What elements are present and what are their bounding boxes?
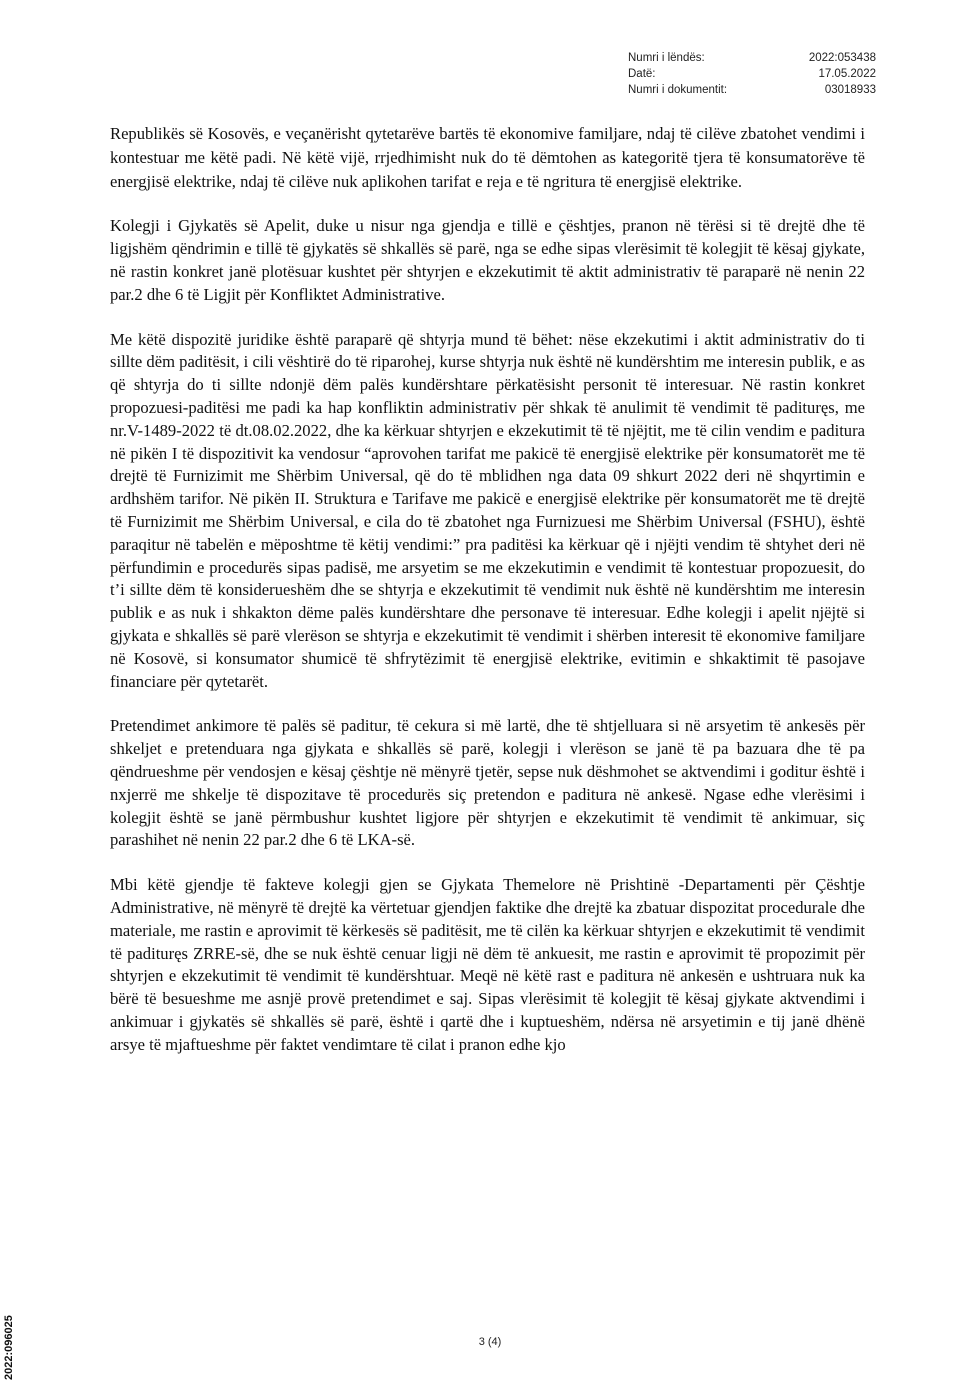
case-number-label: Numri i lëndës:	[628, 52, 705, 64]
document-body	[110, 122, 865, 1078]
document-number-row	[628, 82, 876, 98]
document-header-meta	[628, 50, 876, 98]
paragraph: Mbi këtë gjendje të fakteve kolegji gjen se Gjykata Themelore në Prishtinë -Departamenti për Çështje Administrative, në mënyrë të drejtë ka vërtetuar gjendjen faktike dhe drejtë ka zbatuar dispozitat procedurale dhe materiale, me rastin e aprovimit të kërkesës së paditësit, me të cilën ka kërkuar shtyrjen e ekzekutimit të vendimit të padituręs ZRRE-së, dhe se nuk është cenuar ligji në dëm të ankuesit, me rastin e aprovimit të propozimit për shtyrjen e ekzekutimit të vendimit të kundërshtuar. Meqë në këtë rast e paditura në ankesën e ushtruara nuk ka bërë të besueshme me asnjë provë pretendimet e saj. Sipas vlerësimit të kolegjit të kësaj gjykate aktvendimi i ankimuar i gjykatës së shkallës së parë, është i qartë dhe i kuptueshëm, ndërsa në arsyetimin e tij janë dhënë arsye të mjaftueshme për faktet vendimtare të cilat i pranon edhe kjo	[110, 875, 865, 1054]
paragraph: Me këtë dispozitë juridike është paraparë që shtyrja mund të bëhet: nëse ekzekutimi i aktit administrativ do ti sillte dëm paditësit, i cili vështirë do të riparohej, kurse shtyrja nuk është në kundërshtim me interesin publik, e as që shtyrja do ti sillte ndonjë dëm palës kundërshtare përkatësisht personit të interesuar. Në rastin konkret propozuesi-paditësi me padi ka hap konfliktin administrativ për shkak të anulimit të vendimit të padituręs, me nr.V-1489-2022 të dt.08.02.2022, dhe ka kërkuar shtyrjen e ekzekutimit të të njëjtit, me të cilin vendim e paditura në pikën I të dispozitivit ka vendosur “aprovohen tarifat me pakicë të energjisë elektrike për konsumatorët me të drejtë të Furnizimit me Shërbim Universal, që do të mblidhen nga data 09 shkurt 2022 deri në shqyrtimin e ardhshëm tarifor. Në pikën II. Struktura e Tarifave me pakicë e energjisë elektrike për konsumatorët me të drejtë të Furnizimit me Shërbim Universal, e cila do të zbatohet nga Furnizuesi me Shërbim Universal (FSHU), është paraqitur në tabelën e mëposhtme të këtij vendimi:” pra paditësi ka kërkuar që i njëjti vendim të shtyhet deri në përfundimin e procedurës sipas padisë, me arsyetim se me ekzekutimin e vendimit të kontestuar propozuesit, do t’i sillte dëm të konsiderueshëm dhe se shtyrja e ekzekutimit të vendimit nuk është në kundërshtim me interesin publik e as nuk i shkakton dëme palës kundërshtare dhe personave të interesuar. Edhe kolegji i apelit njëjtë si gjykata e shkallës së parë vlerëson se shtyrja e ekzekutimit të vendimit i shërben interesit të ekonomive familjare në Kosovë, si konsumator shumicë të shfrytëzimit të energjisë elektrike, evitimin e shkaktimit të pasojave financiare për qytetarët.	[110, 329, 865, 691]
paragraph: Pretendimet ankimore të palës së paditur, të cekura si më lartë, dhe të shtjelluara si në arsyetim të ankesës për shkeljet e pretenduara nga gjykata e shkallës së parë, kolegji i vlerëson se janë të pa bazuara dhe të pa qëndrueshme për vendosjen e kësaj çështje në mënyrë tjetër, sepse nuk dëshmohet se aktvendimi i goditur është i nxjerrë me shkelje të dispozitave të procedurës siç pretendon e paditura në ankesë. Ngase edhe vlerësimi i kolegjit është se janë përmbushur kushtet ligjore për shtyrjen e ekzekutimit të vendimit të ankimuar, siç parashihet në nenin 22 par.2 dhe 6 të LKA-së.	[110, 716, 865, 850]
document-number-value: 03018933	[824, 84, 876, 96]
date-value: 17.05.2022	[818, 68, 876, 80]
date-label: Datë:	[628, 68, 656, 80]
case-number-value: 2022:053438	[808, 52, 876, 64]
side-document-id: 2022:096025	[3, 1315, 15, 1380]
date-row	[628, 66, 876, 82]
case-number-row	[628, 50, 876, 66]
document-number-label: Numri i dokumentit:	[628, 84, 728, 96]
page-number: 3 (4)	[478, 1336, 502, 1348]
paragraph: Kolegji i Gjykatës së Apelit, duke u nisur nga gjendja e tillë e çështjes, pranon në tërësi si të drejtë dhe të ligjshëm qëndrimin e tillë të gjykatës së shkallës së parë, nga se edhe sipas vlerësimit të kolegjit të kësaj gjykate, në rastin konkret janë plotësuar kushtet për shtyrjen e ekzekutimit të aktit administrativ të paraparë në nenin 22 par.2 dhe 6 të Ligjit për Konfliktet Administrative.	[110, 216, 865, 304]
paragraph: Republikës së Kosovës, e veçanërisht qytetarëve bartës të ekonomive familjare, ndaj të cilëve zbatohet vendimi i kontestuar me këtë padi. Në këtë vijë, rrjedhimisht nuk do të dëmtohen as kategoritë tjera të konsumatorëve të energjisë elektrike, ndaj të cilëve nuk aplikohen tarifat e reja e të ngritura të energjisë elektrike.	[110, 124, 865, 191]
